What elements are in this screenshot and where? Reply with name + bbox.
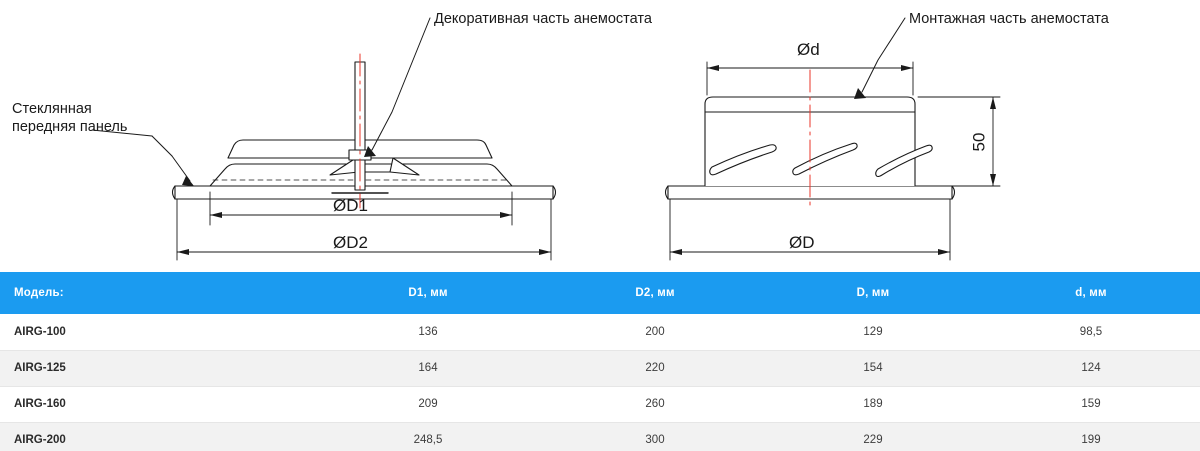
table-header-dd: d, мм bbox=[982, 272, 1200, 314]
cell-d1: 136 bbox=[310, 314, 546, 350]
dim-label-dd: Ød bbox=[797, 40, 820, 59]
table-row bbox=[0, 314, 1200, 350]
cell-dd: 199 bbox=[982, 422, 1200, 451]
table-header-row bbox=[0, 272, 1200, 314]
cell-model: AIRG-125 bbox=[0, 350, 310, 386]
dim-label-d2: ØD2 bbox=[333, 233, 368, 252]
cell-d: 129 bbox=[764, 314, 982, 350]
cell-d2: 220 bbox=[546, 350, 764, 386]
dim-label-height: 50 bbox=[969, 132, 989, 152]
cell-d2: 260 bbox=[546, 386, 764, 422]
cell-d: 229 bbox=[764, 422, 982, 451]
table-row bbox=[0, 386, 1200, 422]
cell-d2: 300 bbox=[546, 422, 764, 451]
table-header-d2: D2, мм bbox=[546, 272, 764, 314]
table-header-d: D, мм bbox=[764, 272, 982, 314]
cell-d: 154 bbox=[764, 350, 982, 386]
specification-table bbox=[0, 272, 1200, 451]
dim-label-dD: ØD bbox=[789, 233, 815, 252]
table-body bbox=[0, 314, 1200, 451]
cell-dd: 159 bbox=[982, 386, 1200, 422]
table-row bbox=[0, 422, 1200, 451]
table-row bbox=[0, 350, 1200, 386]
callout-glass-front-panel-line2: передняя панель bbox=[12, 119, 128, 136]
specification-table-wrapper bbox=[0, 272, 1200, 451]
cell-model: AIRG-100 bbox=[0, 314, 310, 350]
table-header bbox=[0, 272, 1200, 314]
callout-glass-front-panel-line1: Стеклянная bbox=[12, 101, 92, 117]
callout-glass-front-panel bbox=[12, 100, 162, 136]
callout-mounting-part: Монтажная часть анемостата bbox=[909, 11, 1109, 27]
table-header-model: Модель: bbox=[0, 272, 310, 314]
cell-dd: 98,5 bbox=[982, 314, 1200, 350]
cell-d2: 200 bbox=[546, 314, 764, 350]
cell-model: AIRG-160 bbox=[0, 386, 310, 422]
cell-d1: 209 bbox=[310, 386, 546, 422]
callout-decorative-part: Декоративная часть анемостата bbox=[434, 11, 652, 27]
cell-d1: 248,5 bbox=[310, 422, 546, 451]
table-header-d1: D1, мм bbox=[310, 272, 546, 314]
cell-dd: 124 bbox=[982, 350, 1200, 386]
cell-d: 189 bbox=[764, 386, 982, 422]
cell-d1: 164 bbox=[310, 350, 546, 386]
cell-model: AIRG-200 bbox=[0, 422, 310, 451]
dim-label-d1: ØD1 bbox=[333, 196, 368, 215]
